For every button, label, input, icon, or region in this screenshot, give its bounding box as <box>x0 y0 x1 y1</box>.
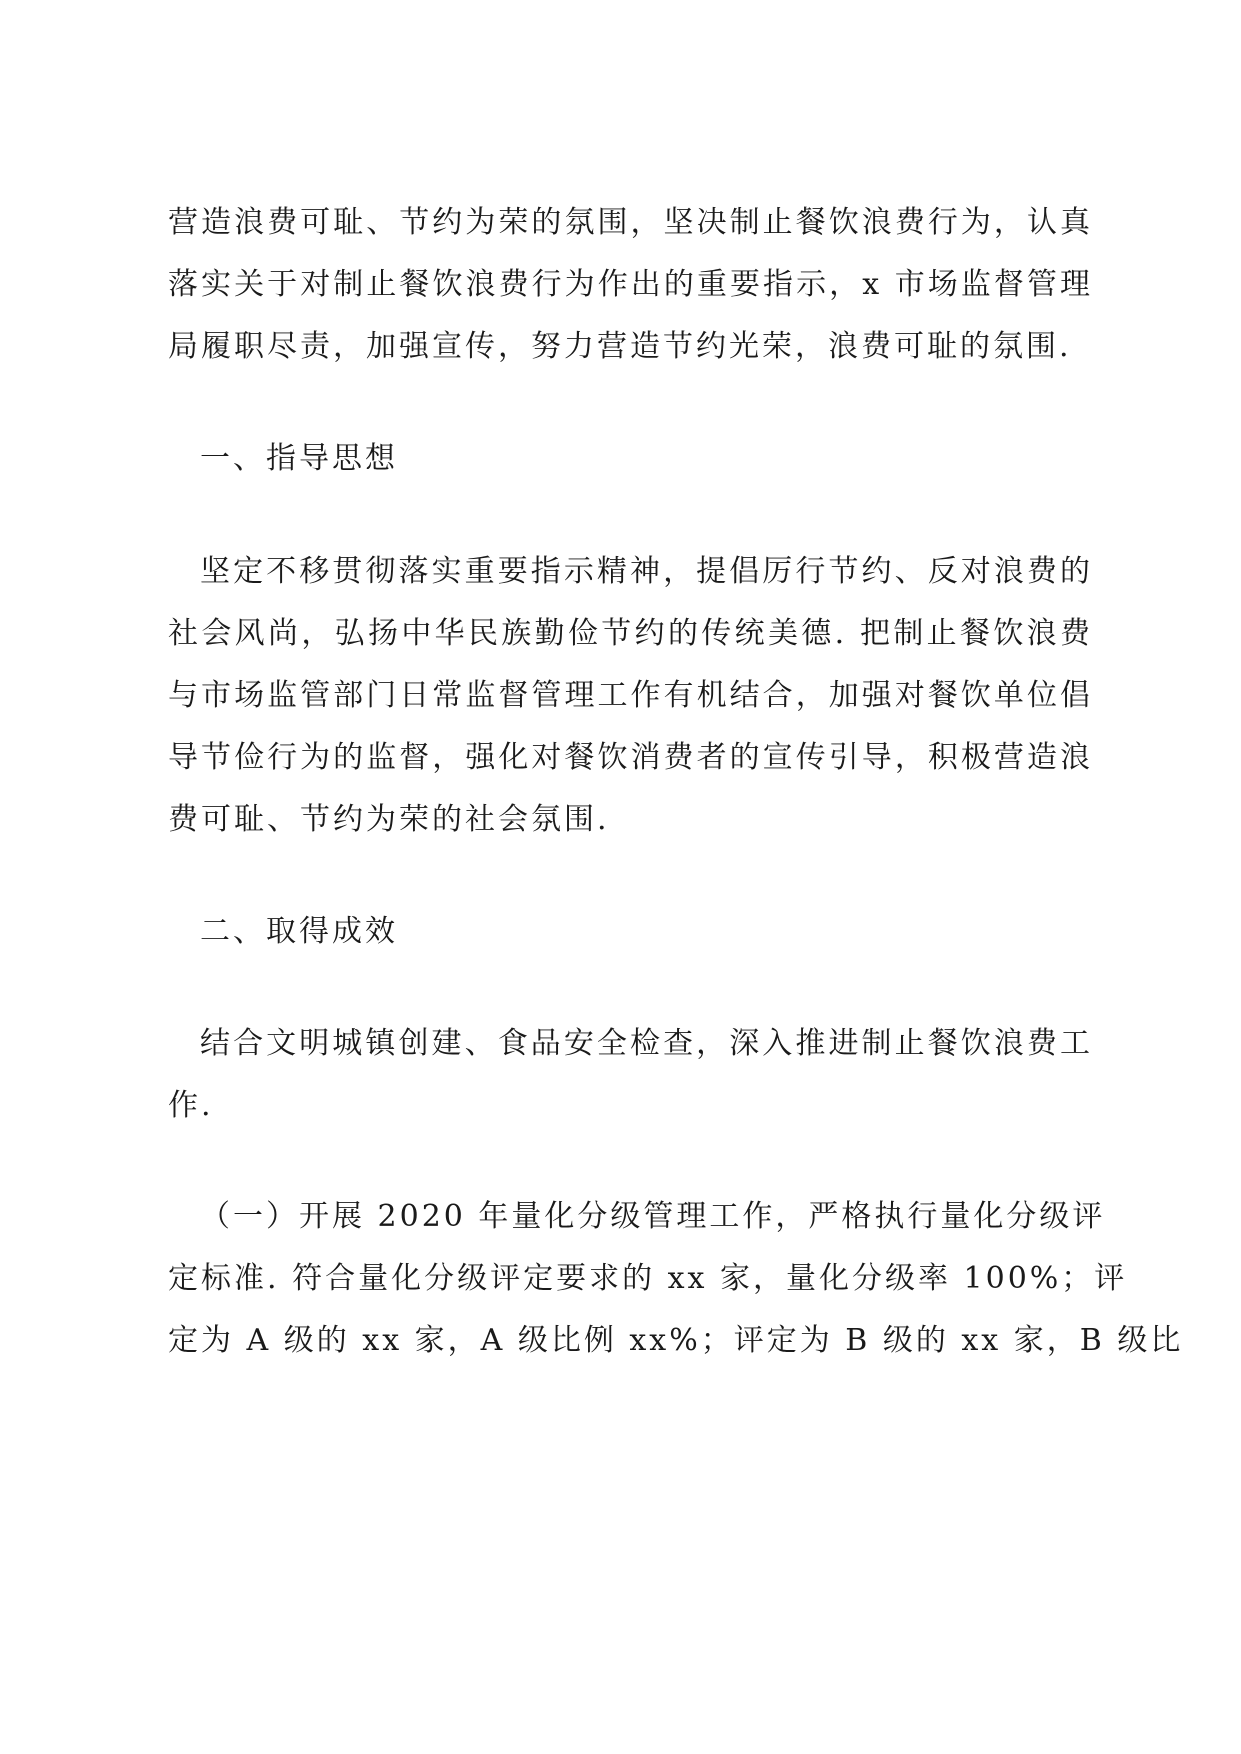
paragraph-3-line-1: 结合文明城镇创建、食品安全检查，深入推进制止餐饮浪费工 <box>200 1026 1093 1061</box>
paragraph-4-line-3: 定为 A 级的 xx 家，A 级比例 xx%；评定为 B 级的 xx 家，B 级比 <box>168 1323 1184 1358</box>
paragraph-2-line-5: 费可耻、节约为荣的社会氛围. <box>168 802 610 837</box>
section-heading-2: 二、取得成效 <box>200 914 398 949</box>
section-heading-1: 一、指导思想 <box>200 441 398 476</box>
paragraph-4-line-1: （一）开展 2020 年量化分级管理工作，严格执行量化分级评 <box>200 1199 1106 1234</box>
paragraph-4-line-2: 定标准. 符合量化分级评定要求的 xx 家，量化分级率 100%；评 <box>168 1261 1128 1296</box>
paragraph-2-line-3: 与市场监管部门日常监督管理工作有机结合，加强对餐饮单位倡 <box>168 678 1093 713</box>
paragraph-2-line-2: 社会风尚，弘扬中华民族勤俭节约的传统美德. 把制止餐饮浪费 <box>168 616 1093 651</box>
paragraph-1-line-2: 落实关于对制止餐饮浪费行为作出的重要指示，x 市场监督管理 <box>168 267 1093 302</box>
paragraph-3-line-2: 作. <box>168 1088 214 1123</box>
paragraph-2-line-4: 导节俭行为的监督，强化对餐饮消费者的宣传引导，积极营造浪 <box>168 740 1093 775</box>
paragraph-1-line-3: 局履职尽责，加强宣传，努力营造节约光荣，浪费可耻的氛围. <box>168 329 1072 364</box>
paragraph-1-line-1: 营造浪费可耻、节约为荣的氛围，坚决制止餐饮浪费行为，认真 <box>168 205 1093 240</box>
paragraph-2-line-1: 坚定不移贯彻落实重要指示精神，提倡厉行节约、反对浪费的 <box>200 554 1093 589</box>
